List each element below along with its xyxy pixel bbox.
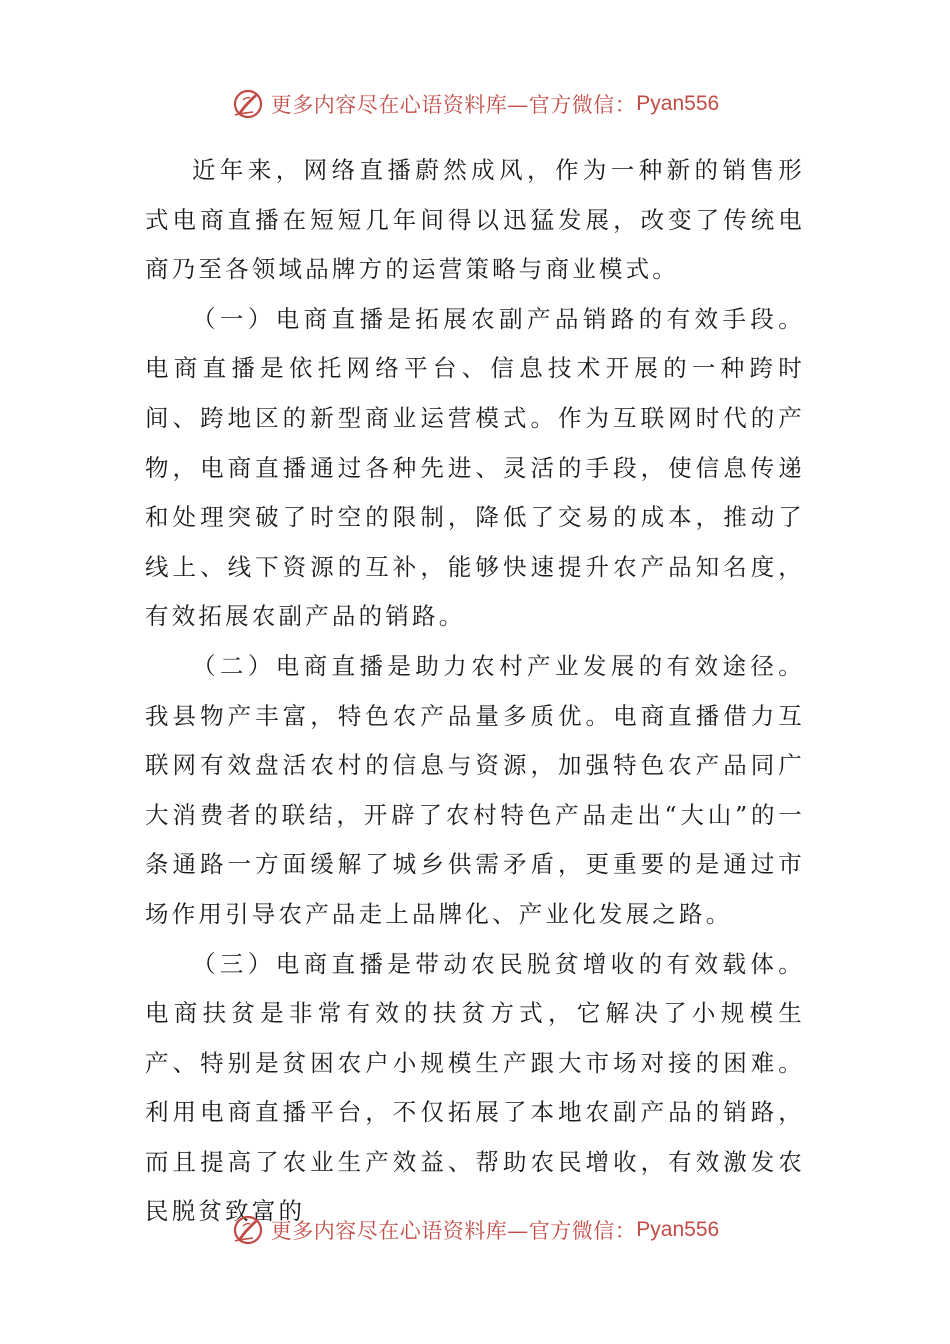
pen-signature-icon: [231, 1212, 267, 1248]
header-watermark: [0, 84, 950, 124]
pen-signature-icon: [231, 86, 267, 122]
watermark-handle: Pyan556: [636, 92, 720, 115]
footer-watermark: [0, 1210, 950, 1250]
paragraph-section-3: （三）电商直播是带动农民脱贫增收的有效载体。电商扶贫是非常有效的扶贫方式，它解决了小规模生产、特别是贫困农户小规模生产跟大市场对接的困难。利用电商直播平台，不仅拓展了本地农副产品的销路，而且提高了农业生产效益、帮助农民增收，有效激发农民脱贫致富的: [145, 949, 805, 1226]
paragraph-section-2: （二）电商直播是助力农村产业发展的有效途径。我县物产丰富，特色农产品量多质优。电商直播借力互联网有效盘活农村的信息与资源，加强特色农产品同广大消费者的联结，开辟了农村特色产品走出“大山”的一条通路一方面缓解了城乡供需矛盾，更重要的是通过市场作用引导农产品走上品牌化、产业化发展之路。: [145, 651, 805, 928]
watermark-handle: Pyan556: [636, 1218, 720, 1241]
watermark-text: 更多内容尽在心语资料库—官方微信：: [270, 1219, 637, 1243]
paragraph-intro: 近年来，网络直播蔚然成风，作为一种新的销售形式电商直播在短短几年间得以迅猛发展，改变了传统电商乃至各领域品牌方的运营策略与商业模式。: [145, 156, 805, 284]
paragraph-section-1: （一）电商直播是拓展农副产品销路的有效手段。电商直播是依托网络平台、信息技术开展的一种跨时间、跨地区的新型商业运营模式。作为互联网时代的产物，电商直播通过各种先进、灵活的手段，使信息传递和处理突破了时空的限制，降低了交易的成本，推动了线上、线下资源的互补，能够快速提升农产品知名度，有效拓展农副产品的销路。: [145, 304, 805, 631]
document-body: [145, 146, 805, 1237]
watermark-text: 更多内容尽在心语资料库—官方微信：: [270, 93, 637, 117]
